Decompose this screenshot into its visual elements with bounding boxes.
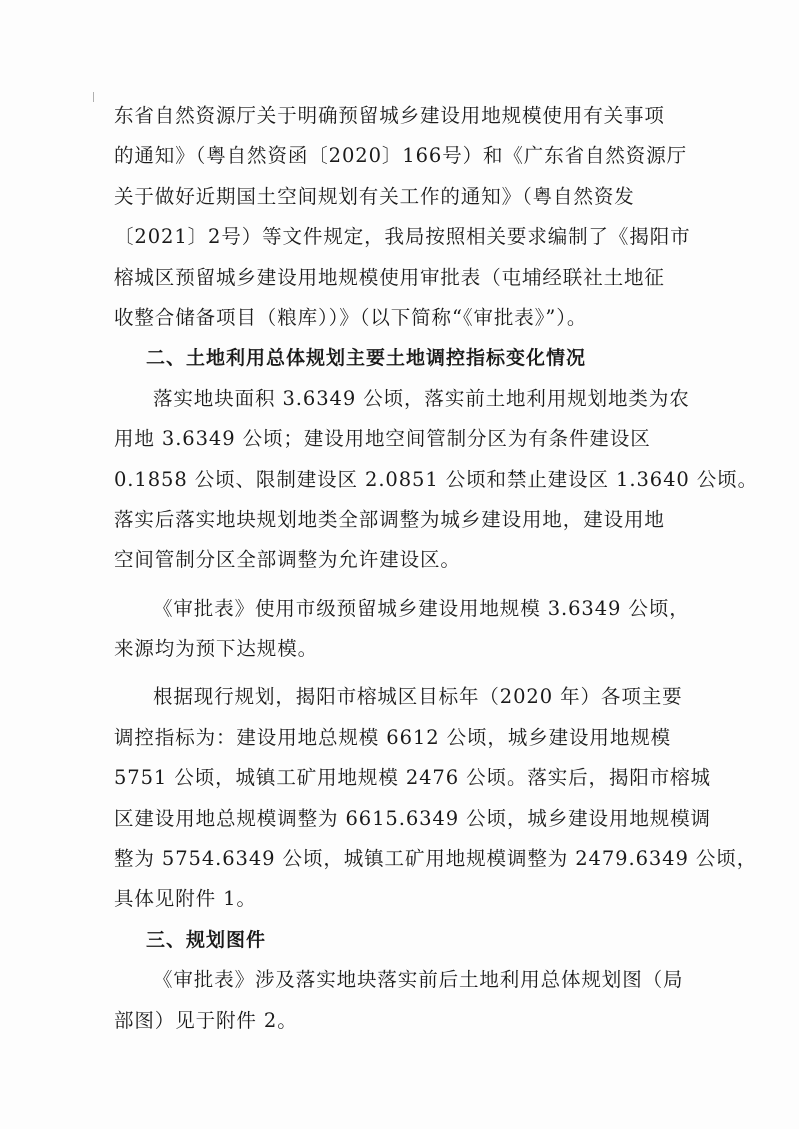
text-line: 用地 3.6349 公顷；建设用地空间管制分区为有条件建设区: [114, 427, 651, 451]
text-line: 《审批表》涉及落实地块落实前后土地利用总体规划图（局: [153, 968, 684, 992]
text-line: 调控指标为：建设用地总规模 6612 公顷，城乡建设用地规模: [114, 725, 672, 749]
paragraph-gap: [114, 669, 694, 677]
paragraph-notice-basis: [114, 96, 694, 338]
paragraph-map-attachment: [114, 960, 694, 1041]
text-line: 区建设用地总规模调整为 6615.6349 公顷，城乡建设用地规模调: [114, 806, 711, 830]
paragraph-plot-area: [114, 379, 758, 581]
text-line: 具体见附件 1。: [114, 887, 257, 911]
document-body: [114, 96, 758, 1041]
paragraph-gap: [114, 581, 694, 589]
paragraph-approval-usage: [114, 589, 694, 670]
text-line: 东省自然资源厅关于明确预留城乡建设用地规模使用有关事项: [114, 104, 665, 127]
scan-mark: [93, 92, 94, 102]
paragraph-control-indicators: [114, 677, 758, 919]
text-line: 空间管制分区全部调整为允许建设区。: [114, 548, 461, 572]
text-line: 0.1858 公顷、限制建设区 2.0851 公顷和禁止建设区 1.3640 公顷。: [114, 467, 758, 491]
text-line: 整为 5754.6349 公顷，城镇工矿用地规模调整为 2479.6349 公顷，: [114, 847, 758, 871]
text-line: 收整合储备项目（粮库））》（以下简称“《审批表》”）。: [114, 305, 588, 329]
text-line: 〔2021〕2号）等文件规定，我局按照相关要求编制了《揭阳市: [114, 225, 691, 249]
text-line: 落实地块面积 3.6349 公顷，落实前土地利用规划地类为农: [153, 386, 690, 410]
text-line: 关于做好近期国土空间规划有关工作的通知》（粤自然资发: [114, 184, 635, 208]
section-heading-land-indicators: 二、土地利用总体规划主要土地调控指标变化情况: [146, 347, 587, 370]
text-line: 《审批表》使用市级预留城乡建设用地规模 3.6349 公顷，: [153, 596, 690, 620]
text-line: 榕城区预留城乡建设用地规模使用审批表（屯埔经联社土地征: [114, 265, 665, 289]
text-line: 部图）见于附件 2。: [114, 1008, 298, 1032]
text-line: 落实后落实地块规划地类全部调整为城乡建设用地，建设用地: [114, 507, 665, 531]
text-line: 的通知》（粤自然资函〔2020〕166号）和《广东省自然资源厅: [114, 144, 687, 168]
section-heading-planning-maps: 三、规划图件: [146, 928, 267, 951]
text-line: 5751 公顷，城镇工矿用地规模 2476 公顷。落实后，揭阳市榕城: [114, 766, 711, 790]
text-line: 来源均为预下达规模。: [114, 637, 319, 661]
text-line: 根据现行规划，揭阳市榕城区目标年（2020 年）各项主要: [153, 685, 683, 709]
